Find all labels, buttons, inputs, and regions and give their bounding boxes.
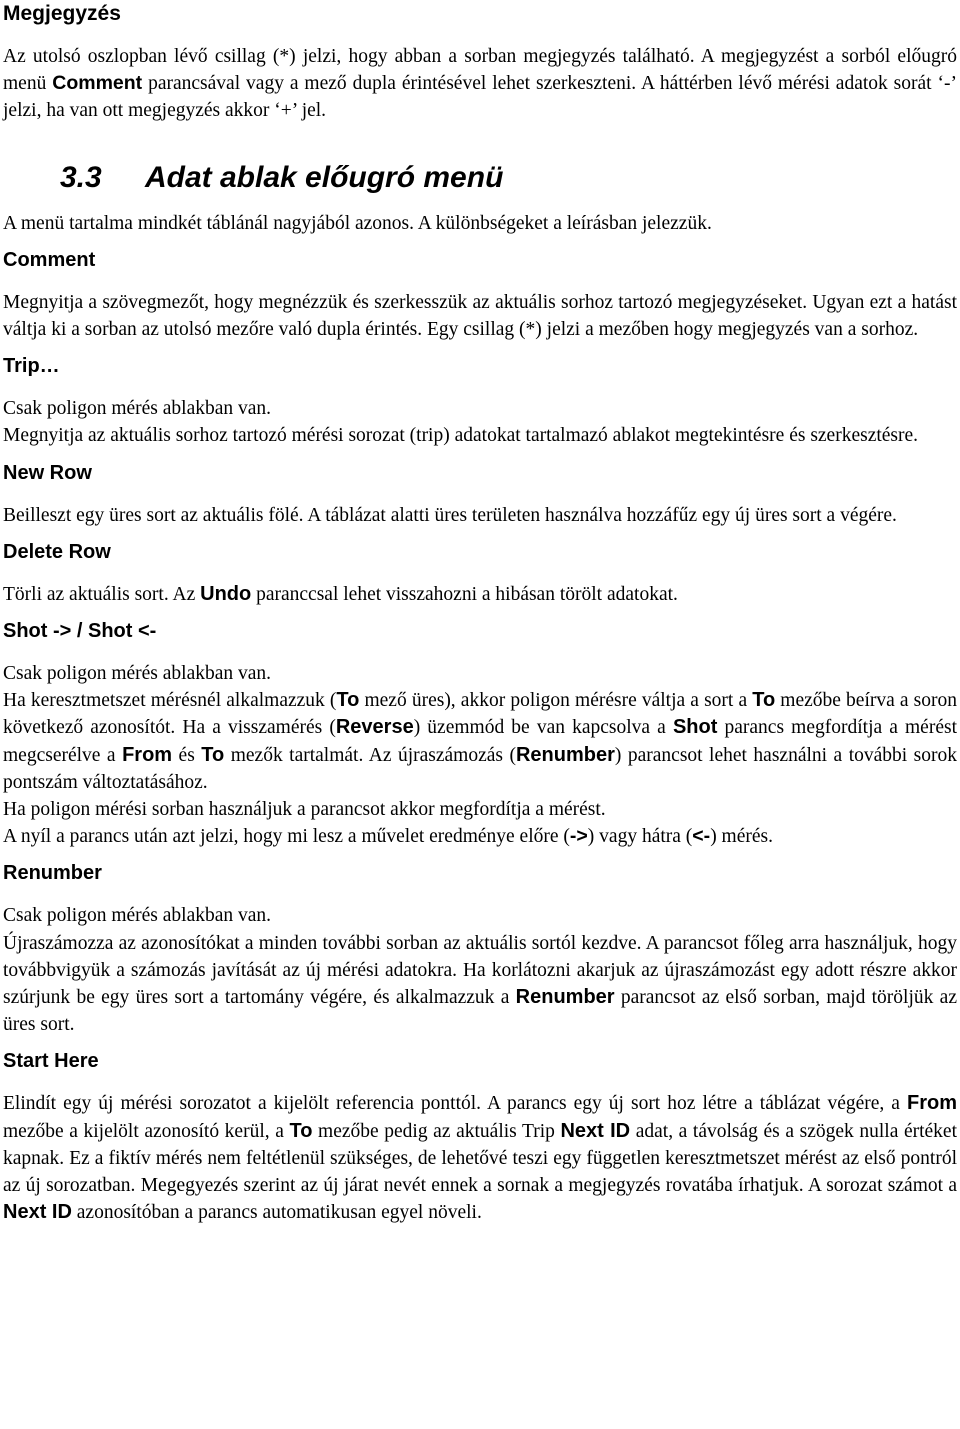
keyword-renumber: Renumber	[515, 743, 615, 766]
shot-note: Csak poligon mérés ablakban van.	[3, 663, 272, 685]
trip-note: Csak poligon mérés ablakban van.	[3, 398, 272, 420]
keyword-to: To	[289, 1119, 313, 1142]
section-number: 3.3	[60, 160, 102, 194]
keyword-to: To	[201, 743, 225, 766]
comment-heading: Comment	[3, 248, 96, 271]
keyword-to: To	[336, 689, 360, 712]
keyword-back-arrow: <-	[692, 825, 711, 848]
keyword-from: From	[907, 1092, 957, 1115]
trip-heading: Trip…	[3, 355, 60, 378]
start-here-heading: Start Here	[3, 1050, 99, 1073]
comment-body: Megnyitja a szövegmezőt, hogy megnézzük és szerkesszük az aktuális sorhoz tartozó megjegyzéseket. Ugyan ezt a hatást váltja ki a sorban az utolsó mezőre való dupla érintés. Egy csillag (*) jelzi a mezőben hogy megjegyzés van a sorhoz.	[3, 291, 957, 341]
new-row-heading: New Row	[3, 461, 92, 484]
keyword-to: To	[752, 689, 776, 712]
keyword-undo: Undo	[200, 582, 252, 605]
delete-row-body: Törli az aktuális sort. Az Undo paranccsal lehet visszahozni a hibásan törölt adatokat.	[3, 582, 678, 605]
keyword-renumber: Renumber	[515, 986, 615, 1009]
keyword-reverse: Reverse	[335, 716, 414, 739]
trip-body: Megnyitja az aktuális sorhoz tartozó mérési sorozat (trip) adatokat tartalmazó ablakot megtekintésre és szerkesztésre.	[3, 425, 919, 447]
shot-body: Ha keresztmetszet mérésnél alkalmazzuk (To mező üres), akkor poligon mérésre váltja a sort a To mezőbe beírva a soron következő azonosítót. Ha a visszamérés (Reverse) üzemmód be van kapcsolva a Shot parancs megfordítja a mérést megcserélve a From és To mezők tartalmát. Az újraszámozás (Renumber) parancsot lehet használni a további sorok pontszám változtatásához.	[3, 689, 957, 793]
keyword-next-id: Next ID	[3, 1201, 72, 1224]
keyword-next-id: Next ID	[560, 1119, 631, 1142]
keyword-comment: Comment	[52, 72, 143, 95]
delete-row-heading: Delete Row	[3, 540, 111, 563]
start-here-body: Elindít egy új mérési sorozatot a kijelölt referencia ponttól. A parancs egy új sort hoz létre a táblázat végére, a From mezőbe a kijelölt azonosító kerül, a To mezőbe pedig az aktuális Trip Next ID adat, a távolság és a szögek nulla értéket kapnak. Ez a fiktív mérés nem feltétlenül szükséges, de lehetővé teszi egy független keresztmetszet mérést az első pontról az új sorozatban. Megegyezés szerint az új járat nevét ennek a sornak a megjegyzés rovatába írhatjuk. A sorozat számot a Next ID azonosítóban a parancs automatikusan egyel növeli.	[3, 1092, 958, 1224]
section-title: Adat ablak előugró menü	[145, 160, 504, 194]
renumber-heading: Renumber	[3, 862, 102, 885]
note-heading: Megjegyzés	[3, 2, 121, 25]
section-heading	[3, 160, 957, 196]
shot-poligon-line: Ha poligon mérési sorban használjuk a parancsot akkor megfordítja a mérést.	[3, 799, 606, 821]
keyword-forward-arrow: ->	[569, 825, 588, 848]
keyword-from: From	[122, 743, 173, 766]
section-intro: A menü tartalma mindkét táblánál nagyjából azonos. A különbségeket a leírásban jelezzük.	[3, 212, 712, 234]
note-paragraph: Az utolsó oszlopban lévő csillag (*) jelzi, hogy abban a sorban megjegyzés található. A megjegyzést a sorból előugró menü Comment parancsával vagy a mező dupla érintésével lehet szerkeszteni. A háttérben lévő mérési adatok sorát ‘-’ jelzi, ha van ott megjegyzés akkor ‘+’ jel.	[3, 46, 957, 122]
shot-heading: Shot -> / Shot <-	[3, 620, 157, 643]
shot-arrow-line: A nyíl a parancs után azt jelzi, hogy mi lesz a művelet eredménye előre (->) vagy hátra (<-) mérés.	[3, 825, 773, 848]
new-row-body: Beilleszt egy üres sort az aktuális fölé. A táblázat alatti üres területen használva hozzáfűz egy új üres sort a végére.	[3, 504, 897, 526]
renumber-body: Újraszámozza az azonosítókat a minden további sorban az aktuális sortól kezdve. A parancsot főleg arra használjuk, hogy továbbvigyük a számozás javítását az új mérési adatokra. Ha korlátozni akarjuk az újraszámozást egy adott részre akkor szúrjunk be egy üres sort a tartomány végére, és alkalmazzuk a Renumber parancsot az első sorban, majd töröljük az üres sort.	[3, 932, 957, 1036]
renumber-note: Csak poligon mérés ablakban van.	[3, 905, 272, 927]
keyword-shot: Shot	[672, 716, 718, 739]
